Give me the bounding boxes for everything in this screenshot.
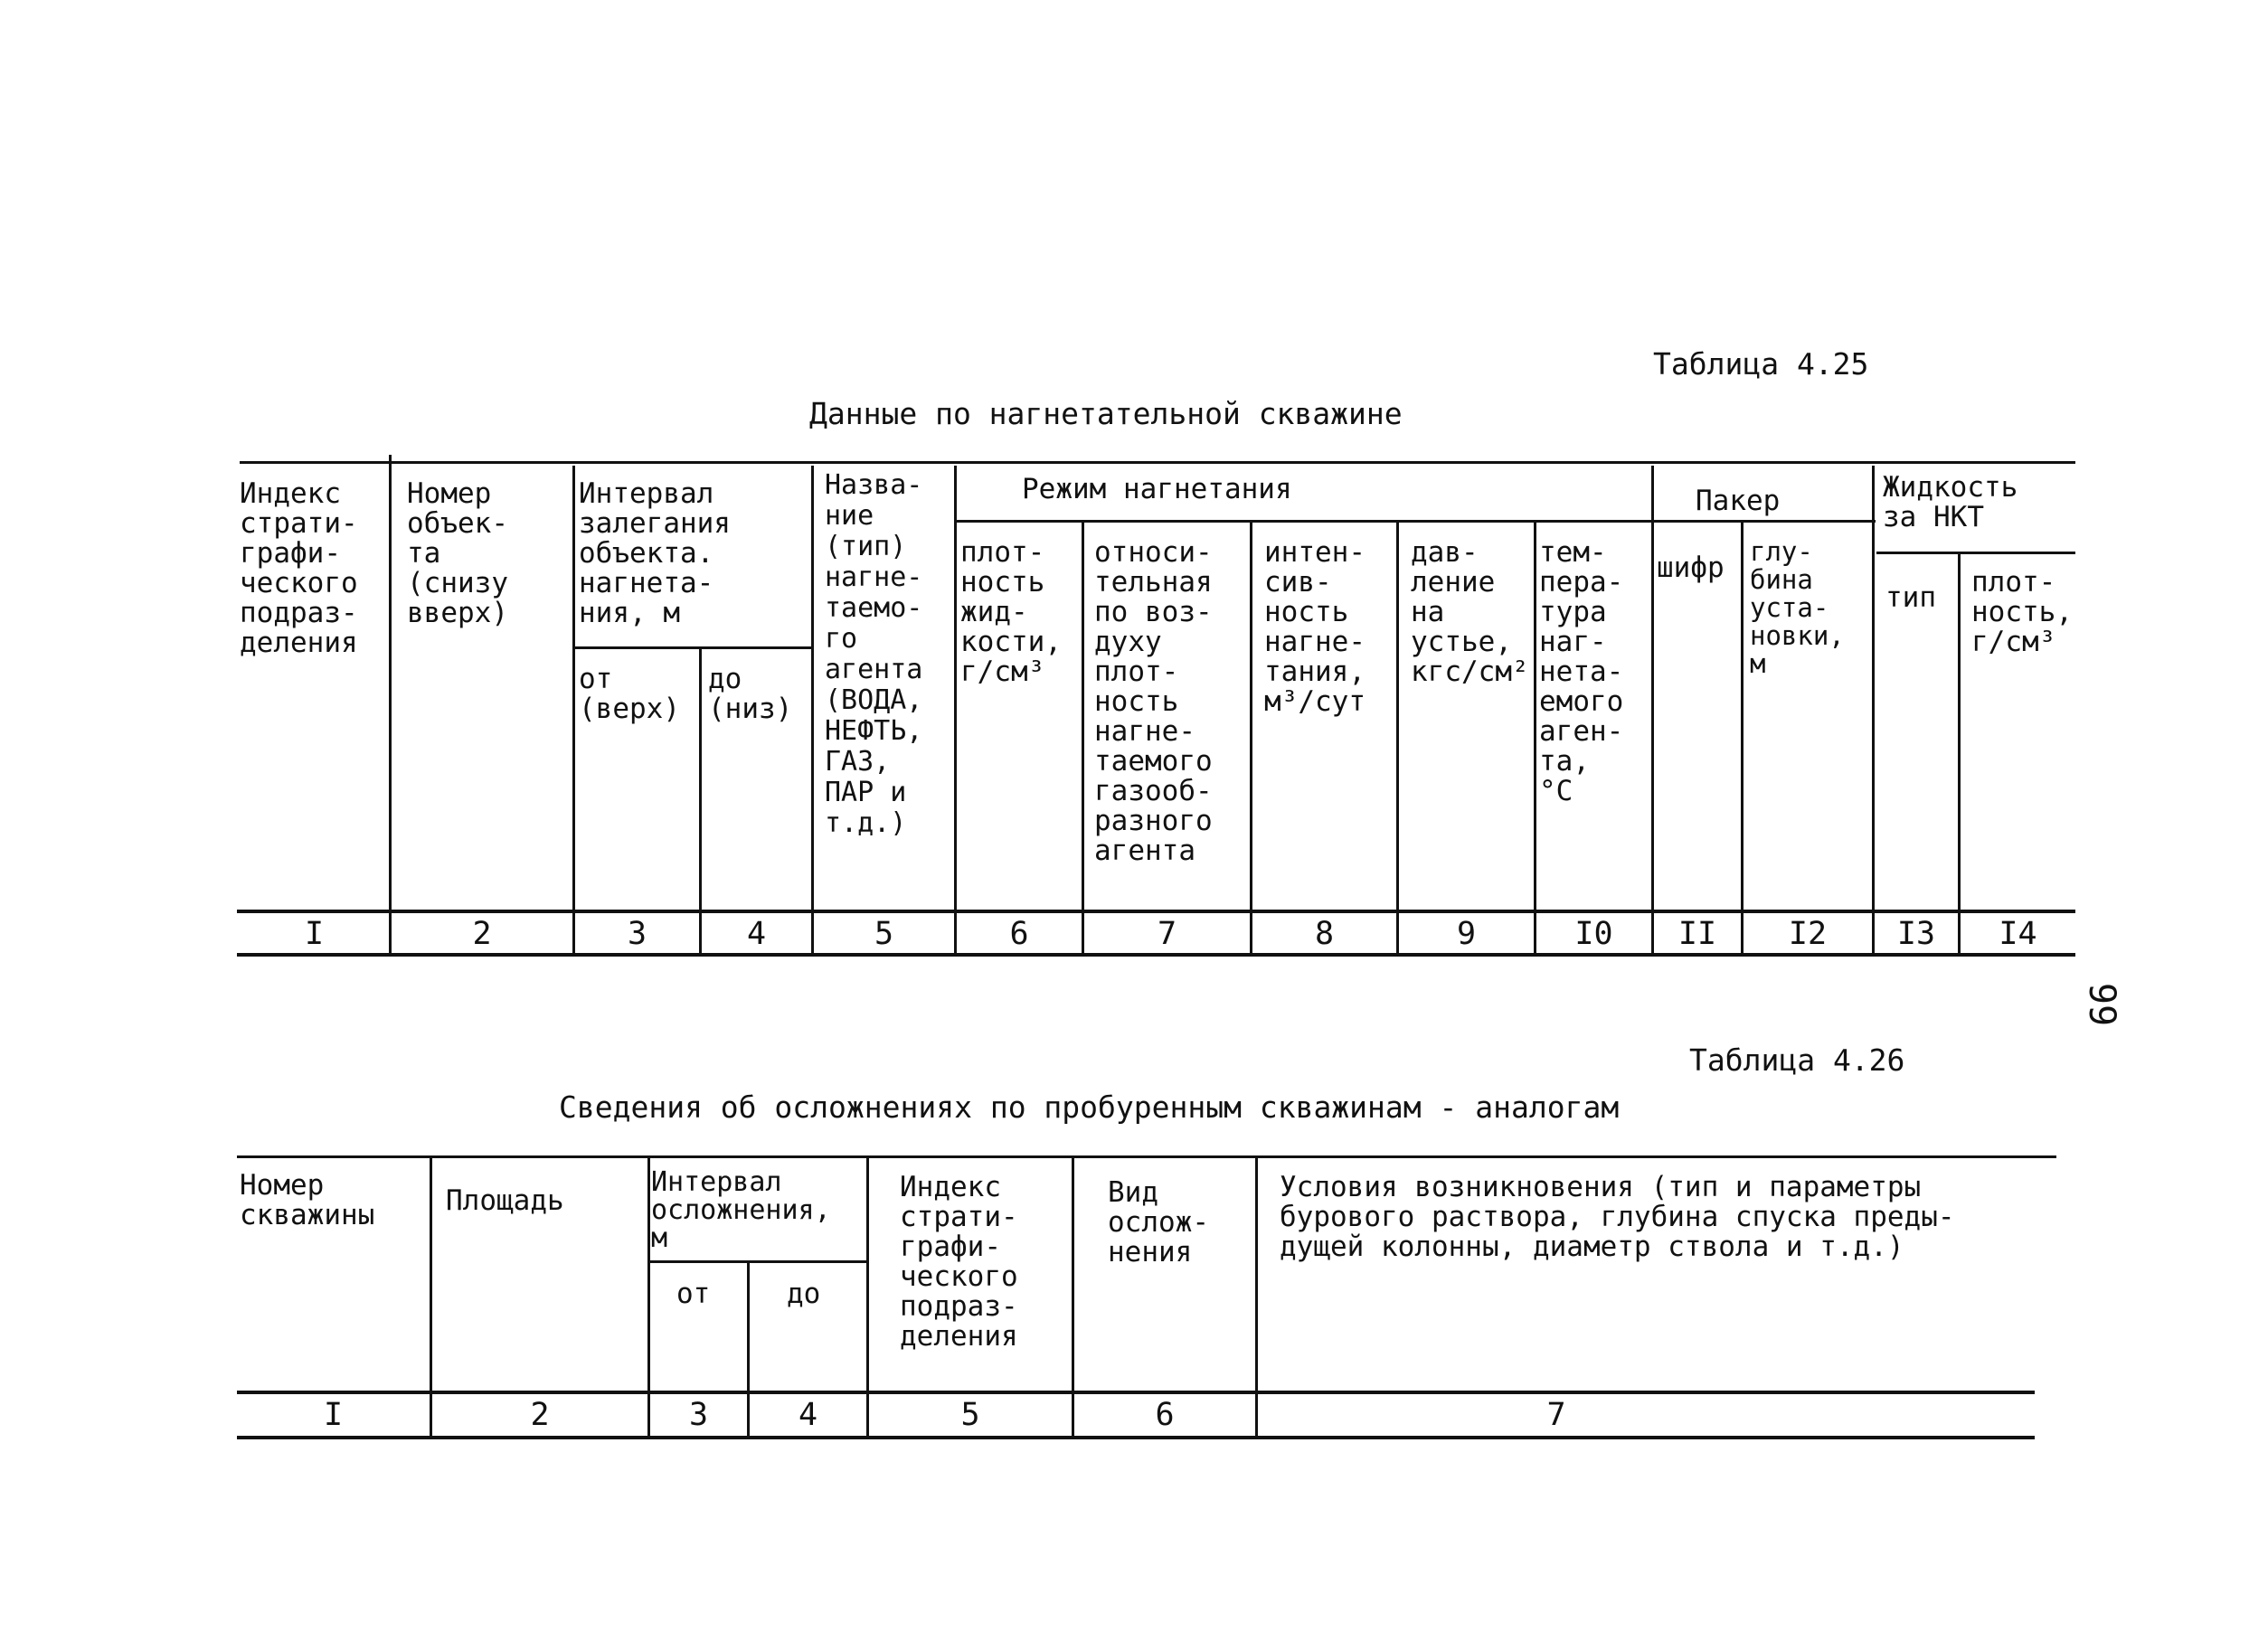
table1-vline (1534, 523, 1536, 955)
table1-header-temperature: тем- пера- тура наг- нета- емого аген- та, °С (1539, 536, 1624, 807)
table2-header-conditions: Условия возникновения (тип и параметры бурового раствора, глубина спуска преды- дущей колонны, диаметр ствола и т.д.) (1280, 1171, 1955, 1263)
table2-bottom-line (237, 1436, 2035, 1439)
table1-header-stratigraphic-index: Индекс страти- графи- ческого подраз- деления (240, 477, 358, 659)
table1-fluid-line (1876, 552, 2075, 554)
table1-header-to: до (низ) (708, 663, 793, 725)
table2-vline (1255, 1157, 1258, 1438)
table1-top-line (240, 461, 2075, 464)
table1-vline (811, 466, 814, 955)
table2-col-number: 5 (960, 1397, 980, 1433)
table1-interval-line (572, 646, 812, 649)
table1-col-number: I2 (1788, 916, 1828, 952)
table2-header-stratigraphic-index: Индекс страти- графи- ческого подраз- деления (900, 1171, 1018, 1353)
table2-header-from: от (676, 1278, 711, 1310)
table1-col-number: 5 (874, 916, 894, 952)
table1-col-number: 8 (1314, 916, 1335, 952)
table2-vline (866, 1157, 869, 1438)
table2-header-to: до (787, 1278, 821, 1310)
table1-header-liquid-density: плот- ность жид- кости, г/см³ (960, 536, 1062, 688)
table2-header-well-number: Номер скважины (240, 1169, 375, 1231)
table1-col-number: I (304, 916, 325, 952)
table1-header-packer-code: шифр (1657, 552, 1725, 584)
table2-vline (430, 1157, 432, 1438)
table1-vline (1741, 523, 1744, 955)
table2-header-interval: Интервал осложнения, м (651, 1166, 831, 1254)
table1-vline (1082, 523, 1084, 955)
table2-vline (647, 1157, 650, 1438)
table1-col-number: 2 (472, 916, 492, 952)
table2-interval-line (649, 1260, 868, 1263)
table1-regime-line (955, 520, 1655, 523)
table1-vline (954, 466, 957, 955)
table1-header-fluid-type: тип (1885, 581, 1936, 614)
table1-packer-line (1651, 520, 1876, 523)
table1-col-number: 4 (746, 916, 767, 952)
table1-vline (572, 466, 575, 955)
table2-vline (1072, 1157, 1074, 1438)
table2-col-number: 2 (530, 1397, 550, 1433)
table1-col-number: 9 (1456, 916, 1477, 952)
table1-header-pressure: дав- ление на устье, кгс/см² (1411, 536, 1529, 688)
table1-vline (1396, 523, 1399, 955)
table2-col-number: 4 (798, 1397, 818, 1433)
table2-title: Сведения об осложнениях по пробуренным скважинам - аналогам (559, 1089, 1620, 1125)
table2-header-bottom-line (237, 1391, 2035, 1394)
table1-header-from: от (верх) (579, 663, 680, 725)
table2-header-area: Площадь (446, 1184, 564, 1217)
table1-vline (1872, 466, 1875, 955)
table1-col-number: 3 (627, 916, 647, 952)
table1-header-fluid-density: плот- ность, г/см³ (1971, 566, 2073, 658)
table1-col-number: I3 (1896, 916, 1936, 952)
table2-col-number: 3 (688, 1397, 709, 1433)
table1-header-bottom-line (237, 910, 2075, 913)
table1-vline (699, 648, 702, 955)
table1-bottom-line (237, 953, 2075, 957)
table2-col-number: 6 (1155, 1397, 1175, 1433)
table1-col-number: I4 (1999, 916, 2037, 952)
table1-col-number: I0 (1574, 916, 1613, 952)
page-number: 99 (2081, 982, 2123, 1027)
table1-title: Данные по нагнетательной скважине (809, 396, 1403, 431)
table2-top-line (237, 1155, 2056, 1158)
table2-header-complication-type: Вид ослож- нения (1108, 1176, 1209, 1268)
table1-header-interval: Интервал залегания объекта. нагнета- ния, м (579, 477, 731, 629)
table1-col-number: II (1677, 916, 1717, 952)
table1-header-regime: Режим нагнетания (1022, 473, 1292, 505)
table1-col-number: 7 (1157, 916, 1177, 952)
table2-col-number: 7 (1546, 1397, 1566, 1433)
table2-label: Таблица 4.26 (1689, 1042, 1905, 1078)
table1-header-packer-depth: глу- бина уста- новки, м (1750, 536, 1845, 679)
table1-label: Таблица 4.25 (1653, 346, 1869, 382)
table1-header-agent-name: Назва- ние (тип) нагне- таемо- го агента (ВОДА, НЕФТЬ, ГАЗ, ПАР и т.д.) (825, 469, 923, 839)
table1-header-packer: Пакер (1696, 485, 1781, 517)
table1-header-fluid: Жидкость за НКТ (1883, 471, 2018, 533)
table1-vline (1651, 466, 1654, 955)
table1-header-relative-density: относи- тельная по воз- духу плот- ность нагне- таемого газооб- разного агента (1094, 536, 1213, 867)
table1-vline (1958, 553, 1961, 955)
table1-vline (1250, 523, 1252, 955)
table1-header-intensity: интен- сив- ность нагне- тания, м³/сут (1264, 536, 1366, 718)
table1-vline (389, 455, 392, 955)
table2-col-number: I (323, 1397, 344, 1433)
table1-header-object-number: Номер объек- та (снизу вверх) (407, 477, 508, 629)
table1-col-number: 6 (1009, 916, 1029, 952)
